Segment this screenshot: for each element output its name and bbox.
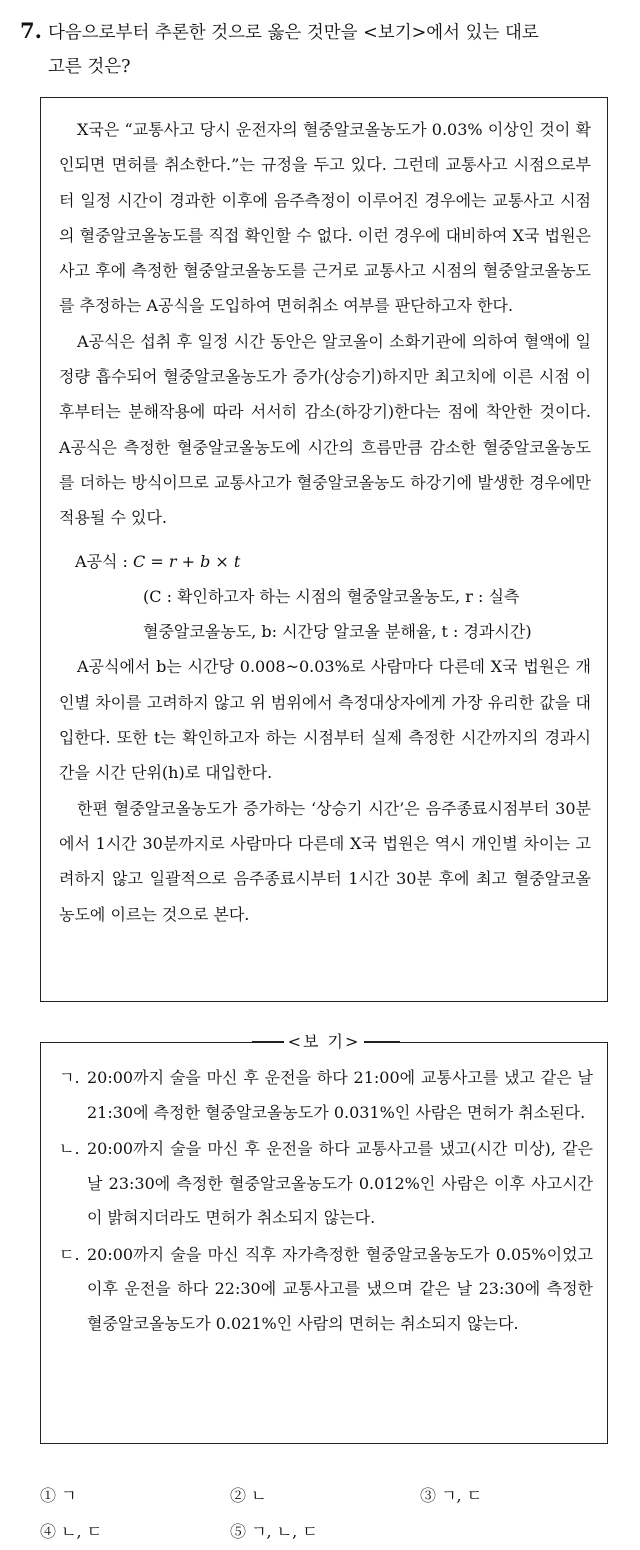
passage-paragraph-4: 한편 혈중알코올농도가 증가하는 ‘상승기 시간’은 음주종료시점부터 30분에서 1시간 30분까지로 사람마다 다른데 X국 법원은 역시 개인별 차이는 고려하지 않고 일괄적으로 음주종료시부터 1시간 30분 후에 최고 혈중알코올농도에 이르는 것으로 본다. (59, 798, 591, 924)
question-header (20, 14, 630, 84)
passage-paragraph-3: A공식에서 b는 시간당 0.008~0.03%로 사람마다 다른데 X국 법원은 개인별 차이를 고려하지 않고 위 범위에서 측정대상자에게 가장 유리한 값을 대입한다. 또한 t는 확인하고자 하는 시점부터 실제 측정한 시간까지의 경과시간을 시간 단위(h)로 대입한다. (59, 657, 591, 783)
bogi-item-text: 20:00까지 술을 마신 후 운전을 하다 교통사고를 냈고(시간 미상), 같은 날 23:30에 측정한 혈중알코올농도가 0.012%인 사람은 이후 사고시간이 밝혀지더라도 면허가 취소되지 않는다. (87, 1139, 593, 1227)
formula-expression: C = r + b × t (133, 551, 241, 571)
bogi-item-mark: ㄴ. (59, 1139, 80, 1158)
question-prompt-line2: 고른 것은? (48, 57, 131, 77)
choice-4[interactable]: ④ ㄴ, ㄷ (40, 1522, 103, 1541)
bogi-box (40, 1042, 608, 1444)
choice-5[interactable]: ⑤ ㄱ, ㄴ, ㄷ (230, 1522, 318, 1541)
passage-box (40, 97, 608, 1002)
choice-1[interactable]: ① ㄱ (40, 1486, 77, 1505)
bogi-item-mark: ㄷ. (59, 1244, 80, 1264)
bogi-item-mark: ㄱ. (59, 1068, 80, 1087)
bogi-item-text: 20:00까지 술을 마신 직후 자가측정한 혈중알코올농도가 0.05%이었고 이후 운전을 하다 22:30에 교통사고를 냈으며 같은 날 23:30에 측정한 혈중알코올농도가 0.021%인 사람의 면허는 취소되지 않는다. (87, 1244, 593, 1333)
formula-note-line1: (C : 확인하고자 하는 시점의 혈중알코올농도, r : 실측 (143, 586, 520, 606)
bogi-title (40, 1030, 608, 1054)
bogi-item (59, 1061, 593, 1130)
formula-note (59, 579, 591, 650)
passage-paragraph-1: X국은 “교통사고 당시 운전자의 혈중알코올농도가 0.03% 이상인 것이 확인되면 면허를 취소한다.”는 규정을 두고 있다. 그런데 교통사고 시점으로부터 일정 시간이 경과한 이후에 음주측정이 이루어진 경우에는 교통사고 시점의 혈중알코올농도를 직접 확인할 수 없다. 이런 경우에 대비하여 X국 법원은 사고 후에 측정한 혈중알코올농도를 근거로 교통사고 시점의 혈중알코올농도를 추정하는 A공식을 도입하여 면허취소 여부를 판단하고자 한다. (59, 120, 591, 316)
question-number: 7. (20, 18, 42, 43)
formula-note-line2: 혈중알코올농도, b: 시간당 알코올 분해율, t : 경과시간) (143, 622, 532, 642)
bogi-item (59, 1238, 593, 1342)
bogi-item-text: 20:00까지 술을 마신 후 운전을 하다 21:00에 교통사고를 냈고 같은 날 21:30에 측정한 혈중알코올농도가 0.031%인 사람은 면허가 취소된다. (87, 1068, 593, 1122)
choice-2[interactable]: ② ㄴ (230, 1486, 267, 1505)
passage-paragraph-2: A공식은 섭취 후 일정 시간 동안은 알코올이 소화기관에 의하여 혈액에 일정량 흡수되어 혈중알코올농도가 증가(상승기)하지만 최고치에 이른 시점 이후부터는 분해작용에 따라 서서히 감소(하강기)한다는 점에 착안한 것이다. A공식은 측정한 혈중알코올농도에 시간의 흐름만큼 감소한 혈중알코올농도를 더하는 방식이므로 교통사고가 혈중알코올농도 하강기에 발생한 경우에만 적용될 수 있다. (59, 331, 591, 528)
bogi-title-label: <보 기> (284, 1032, 365, 1051)
formula-block (59, 544, 591, 579)
question-prompt-line1: 다음으로부터 추론한 것으로 옳은 것만을 <보기>에서 있는 대로 (47, 23, 539, 43)
bogi-item (59, 1132, 593, 1236)
choice-3[interactable]: ③ ㄱ, ㄷ (420, 1486, 483, 1505)
formula-label: A공식 : (75, 551, 128, 571)
